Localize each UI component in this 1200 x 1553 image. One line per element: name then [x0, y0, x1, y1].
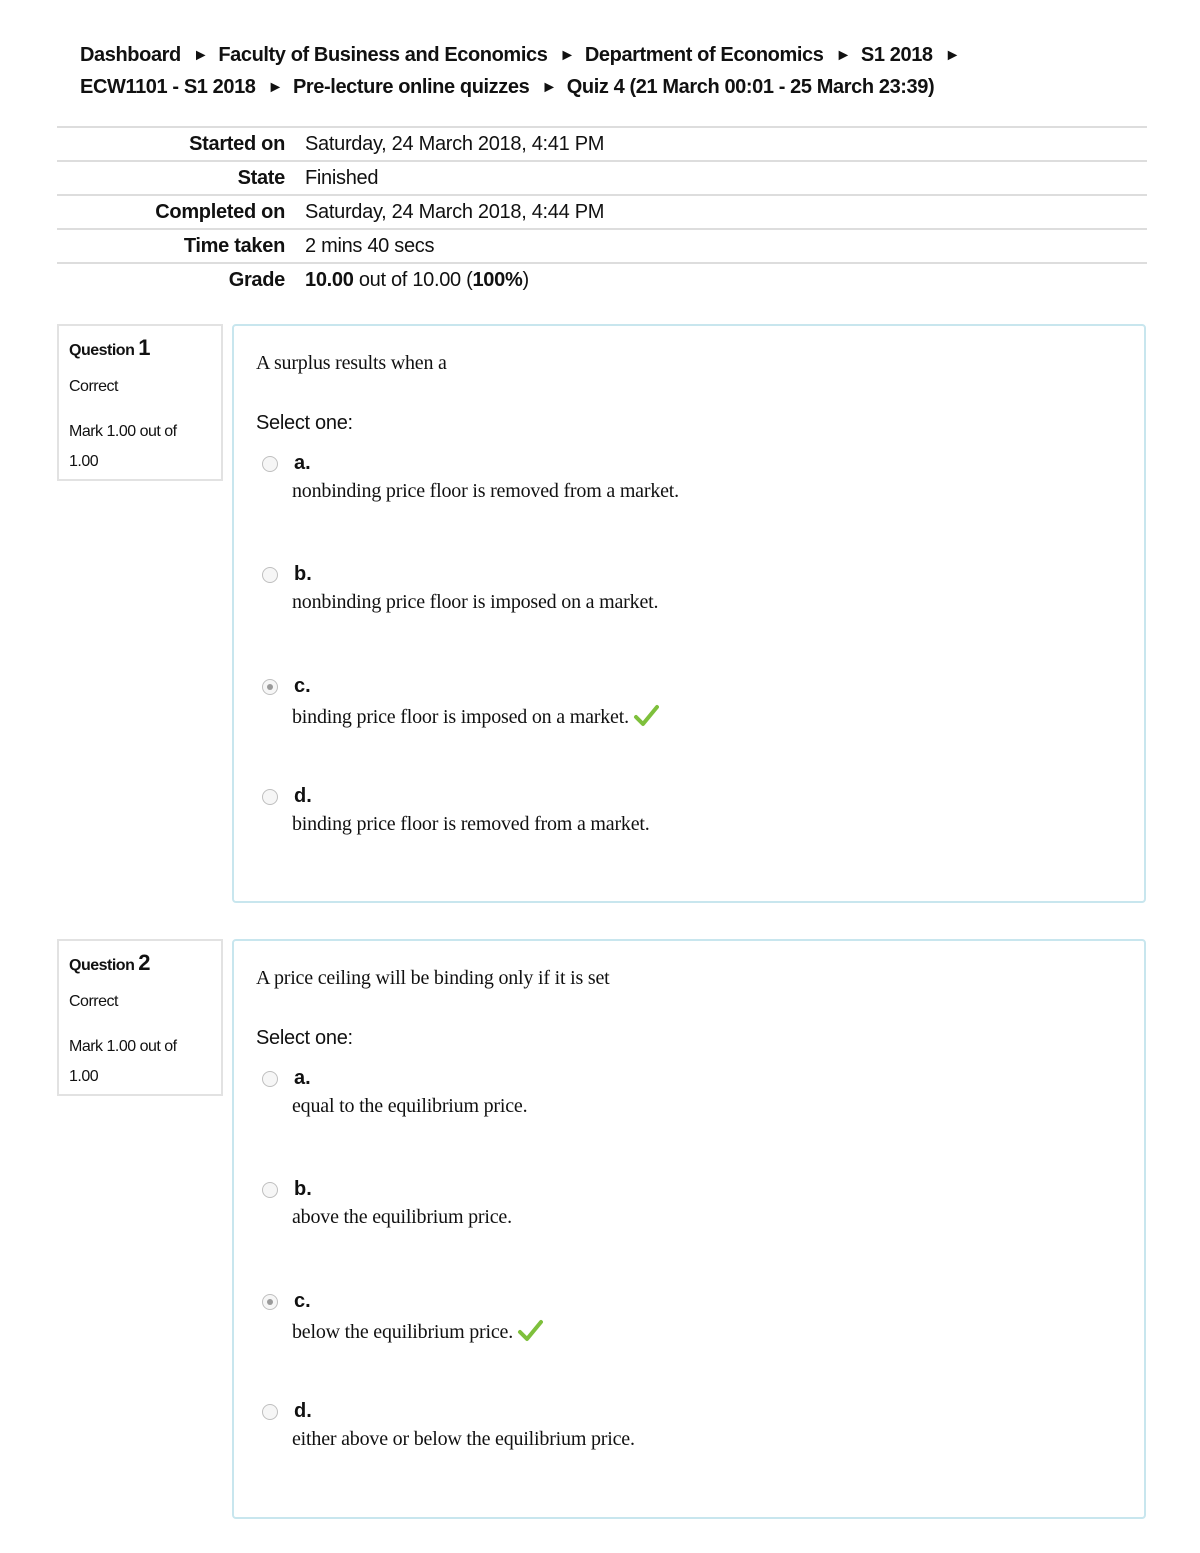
breadcrumb-course[interactable]: ECW1101 - S1 2018: [80, 76, 256, 98]
question-info-1: [57, 324, 223, 481]
select-one-prompt: Select one:: [256, 412, 353, 434]
summary-row-completed: [57, 195, 1147, 229]
summary-value: Saturday, 24 March 2018, 4:41 PM: [305, 132, 605, 155]
question-info-2: [57, 939, 223, 1096]
question-mark: Mark 1.00 out of 1.00: [69, 1038, 177, 1085]
question-num: 2: [138, 950, 151, 975]
breadcrumb-separator-icon: ►: [944, 47, 961, 64]
option-label: above the equilibrium price.: [292, 1206, 512, 1228]
grade-percent: 100%: [472, 269, 523, 291]
option-label: equal to the equilibrium price.: [292, 1095, 528, 1117]
check-icon: [517, 1318, 543, 1344]
summary-row-started: [57, 127, 1147, 161]
breadcrumb-quiz[interactable]: Quiz 4 (21 March 00:01 - 25 March 23:39): [566, 76, 935, 98]
grade-out-of: out of 10.00 (: [353, 269, 473, 291]
option-text: [292, 1428, 635, 1451]
option-letter: d.: [294, 1400, 312, 1422]
summary-row-grade: [57, 263, 1147, 297]
option-text: [292, 1206, 512, 1229]
summary-label: Time taken: [183, 234, 285, 257]
breadcrumb-line-2: [80, 72, 1140, 104]
option-text: [292, 1095, 527, 1118]
radio-d[interactable]: [262, 1404, 278, 1420]
radio-c-selected[interactable]: [262, 1294, 278, 1310]
breadcrumb-semester[interactable]: S1 2018: [860, 44, 933, 66]
breadcrumb-section[interactable]: Pre-lecture online quizzes: [292, 76, 530, 98]
select-one-prompt: Select one:: [256, 1027, 353, 1049]
radio-b[interactable]: [262, 567, 278, 583]
radio-d[interactable]: [262, 789, 278, 805]
option-label: either above or below the equilibrium price.: [292, 1428, 635, 1450]
question-label: Question: [69, 342, 135, 359]
summary-label: State: [237, 166, 285, 189]
option-text: [292, 480, 679, 503]
option-label: below the equilibrium price.: [292, 1321, 514, 1343]
option-letter: b.: [294, 1178, 312, 1200]
summary-label: Completed on: [155, 200, 285, 223]
summary-value: [285, 263, 1147, 297]
summary-label: Grade: [228, 269, 285, 291]
radio-b[interactable]: [262, 1182, 278, 1198]
option-text: [292, 703, 659, 729]
question-state: Correct: [69, 993, 118, 1010]
question-number: [69, 335, 211, 361]
summary-value: Finished: [305, 166, 379, 189]
summary-value: 2 mins 40 secs: [305, 234, 435, 257]
summary-row-time-taken: [57, 229, 1147, 263]
radio-a[interactable]: [262, 456, 278, 472]
option-text: [292, 813, 650, 836]
summary-label: Started on: [189, 132, 285, 155]
option-letter: a.: [294, 452, 311, 474]
attempt-summary-table: [57, 126, 1147, 297]
option-letter: c.: [294, 1290, 311, 1312]
option-letter: d.: [294, 785, 312, 807]
breadcrumb-department[interactable]: Department of Economics: [584, 44, 824, 66]
option-letter: c.: [294, 675, 311, 697]
summary-value: Saturday, 24 March 2018, 4:44 PM: [305, 200, 605, 223]
breadcrumb-separator-icon: ►: [267, 79, 283, 96]
breadcrumb-faculty[interactable]: Faculty of Business and Economics: [218, 44, 548, 66]
option-label: binding price floor is removed from a market.: [292, 813, 650, 835]
question-text: A price ceiling will be binding only if it is set: [256, 967, 610, 989]
question-state: Correct: [69, 378, 118, 395]
radio-a[interactable]: [262, 1071, 278, 1087]
option-text: [292, 591, 658, 614]
question-content-1: [232, 324, 1146, 903]
option-label: nonbinding price floor is removed from a market.: [292, 480, 679, 502]
breadcrumb: [80, 40, 1140, 104]
check-icon: [633, 703, 659, 729]
question-label: Question: [69, 957, 135, 974]
question-mark: Mark 1.00 out of 1.00: [69, 423, 177, 470]
option-text: [292, 1318, 543, 1344]
breadcrumb-separator-icon: ►: [559, 47, 575, 64]
option-label: binding price floor is imposed on a market.: [292, 706, 629, 728]
radio-c-selected[interactable]: [262, 679, 278, 695]
option-label: nonbinding price floor is imposed on a market.: [292, 591, 659, 613]
breadcrumb-line-1: [80, 40, 1140, 72]
question-number: [69, 950, 211, 976]
option-letter: a.: [294, 1067, 311, 1089]
breadcrumb-separator-icon: ►: [835, 47, 851, 64]
grade-close: ): [522, 269, 529, 291]
question-text: A surplus results when a: [256, 352, 447, 374]
option-letter: b.: [294, 563, 312, 585]
breadcrumb-separator-icon: ►: [541, 79, 557, 96]
breadcrumb-dashboard[interactable]: Dashboard: [80, 44, 181, 66]
question-content-2: [232, 939, 1146, 1519]
question-num: 1: [138, 335, 151, 360]
summary-row-state: [57, 161, 1147, 195]
grade-score: 10.00: [305, 269, 354, 291]
breadcrumb-separator-icon: ►: [192, 47, 209, 64]
